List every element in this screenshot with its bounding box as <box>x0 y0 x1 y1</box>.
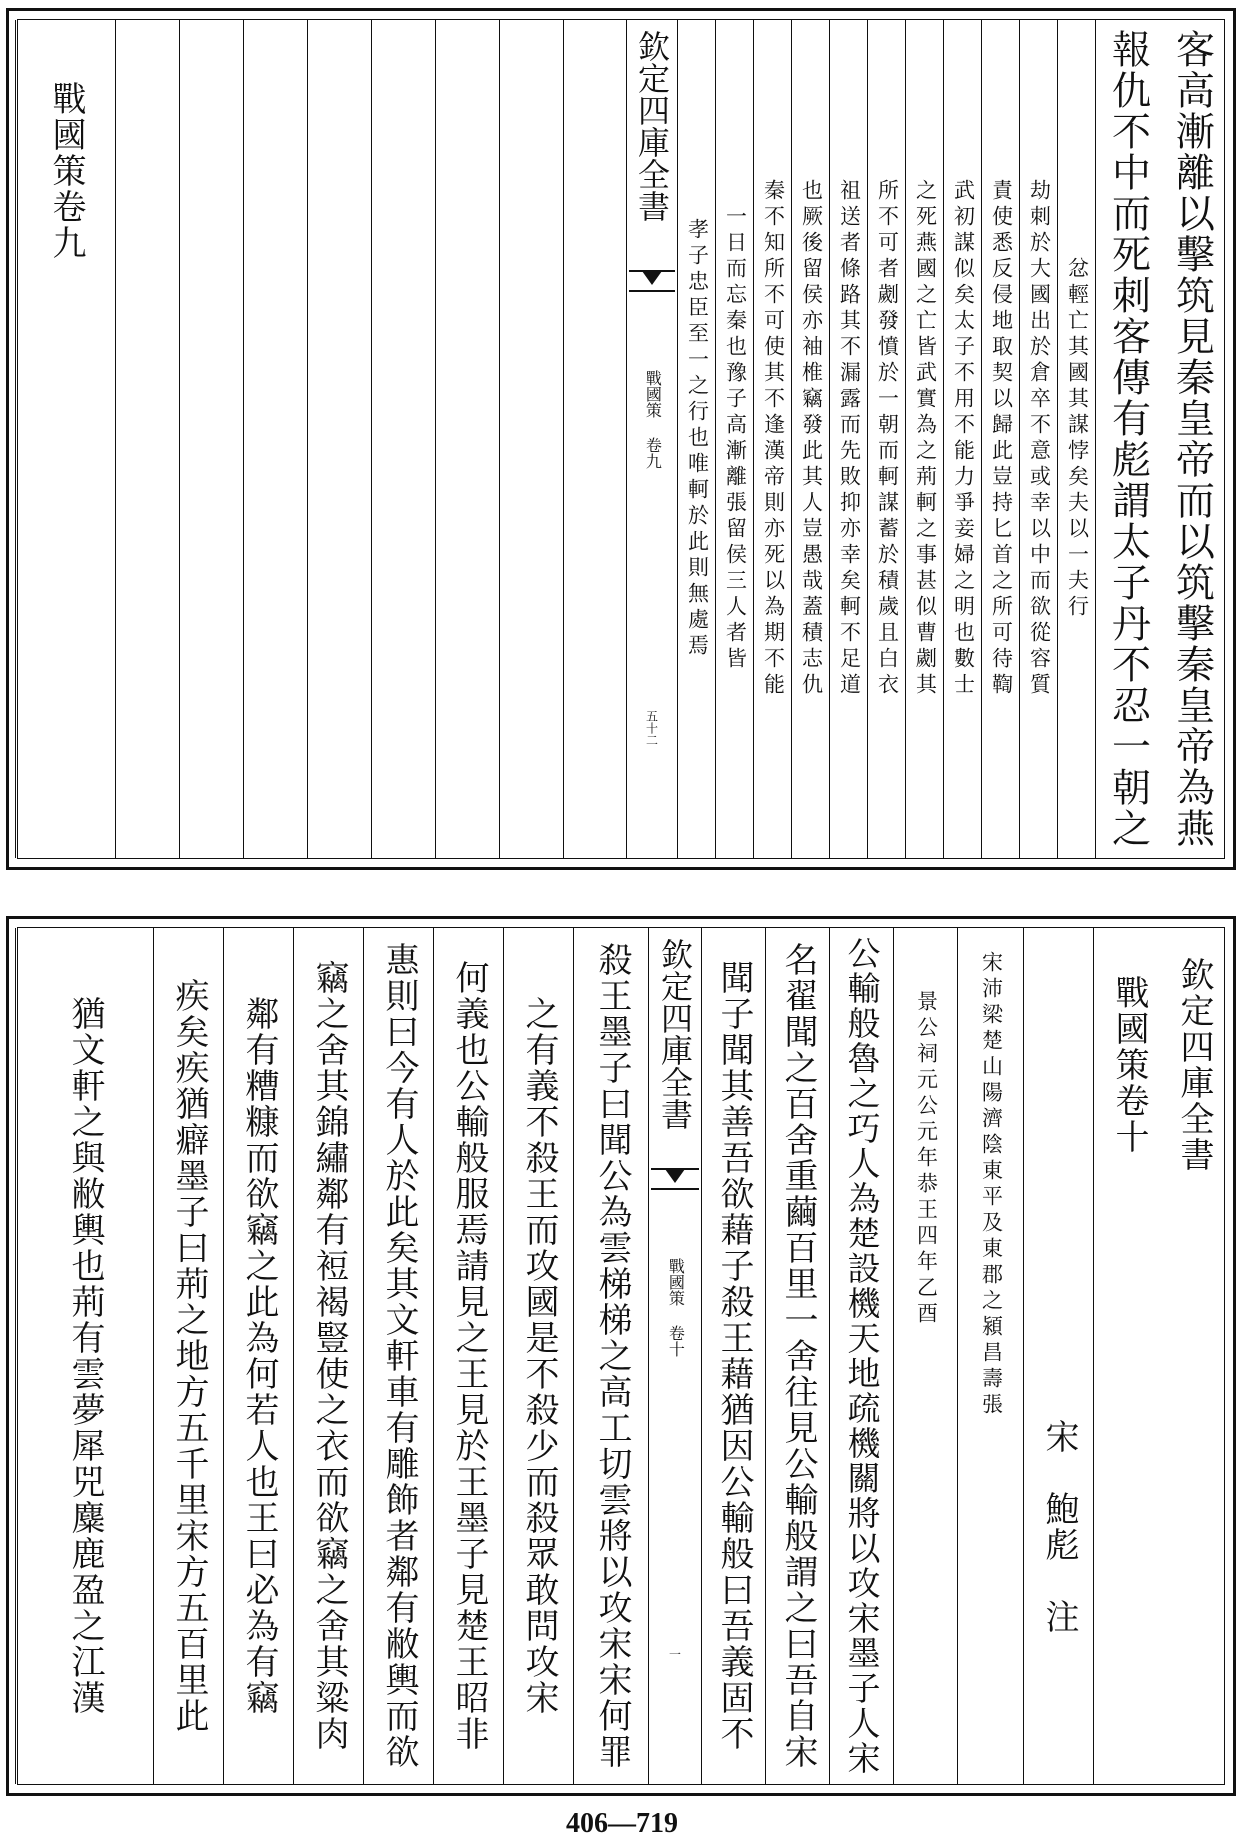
fold-page-number: 一 <box>667 1648 682 1660</box>
main-text: 之有義不殺王而攻國是不殺少而殺眾敢問攻宋 <box>519 996 559 1716</box>
empty-column <box>371 20 436 858</box>
text-column <box>1095 20 1160 858</box>
text-column <box>433 928 504 1784</box>
commentary-column <box>791 20 830 858</box>
bottom-page <box>6 916 1236 1796</box>
fold-title: 欽定四庫全書 <box>633 30 671 222</box>
empty-column <box>499 20 564 858</box>
main-text: 聞子聞其善吾欲藉子殺王藉猶因公輸般曰吾義固不 <box>714 960 754 1752</box>
state-note: 宋沛梁楚山陽濟陰東平及東郡之潁昌壽張 <box>979 950 1004 1419</box>
fishtail-mark <box>651 1168 699 1190</box>
empty-column <box>435 20 500 858</box>
text-column <box>573 928 650 1784</box>
fishtail-mark <box>629 270 675 292</box>
header-column <box>1164 928 1224 1784</box>
commentary-text: 祖送者條路其不漏露而先敗抑亦幸矣軻不足道 <box>837 179 862 699</box>
commentary-column <box>905 20 944 858</box>
main-text: 名翟聞之百舍重繭百里一舍往見公輸般謂之曰吾自宋 <box>778 942 818 1770</box>
fold-page-number: 五十二 <box>644 710 659 746</box>
main-text: 報仇不中而死刺客傳有彪謂太子丹不忍一朝之 <box>1105 29 1151 849</box>
main-text: 客高漸離以擊筑見秦皇帝而以筑擊秦皇帝為燕 <box>1169 29 1215 849</box>
ruler-column <box>893 928 958 1784</box>
commentary-text: 所不可者劌發憤於一朝而軻謀蓄於積歲且白衣 <box>875 179 900 699</box>
volume-title: 戰國策卷十 <box>1109 974 1149 1155</box>
book-title: 欽定四庫全書 <box>1174 956 1214 1173</box>
commentary-text: 也厥後留侯亦袖椎竊發此其人豈愚哉蓋積志仇 <box>799 179 824 699</box>
commentary-column <box>1057 20 1096 858</box>
commentary-text: 一日而忘秦也豫子高漸離張留侯三人者皆 <box>723 205 748 673</box>
empty-column <box>115 20 180 858</box>
annotator-line: 宋 鮑彪 注 <box>1039 1419 1079 1636</box>
top-page-frame <box>17 19 1225 859</box>
commentary-text: 劫刺於大國出於倉卒不意或幸以中而欲從容質 <box>1027 179 1052 699</box>
main-text: 鄰有糟糠而欲竊之此為何若人也王曰必為有竊 <box>239 996 279 1716</box>
commentary-column <box>943 20 982 858</box>
commentary-text: 孝子忠臣至一之行也唯軻於此則無處焉 <box>685 218 710 660</box>
empty-column <box>563 20 628 858</box>
fold-subtitle: 戰國策 卷十 <box>666 1258 686 1357</box>
text-column <box>765 928 830 1784</box>
commentary-text: 之死燕國之亡皆武實為之荊軻之事甚似曹劌其 <box>913 179 938 699</box>
main-text: 疾矣疾猶癖墨子曰荊之地方五千里宋方五百里此 <box>169 978 209 1734</box>
commentary-column <box>1019 20 1058 858</box>
main-text: 竊之舍其錦繡鄰有裋褐豎使之衣而欲竊之舍其粱肉 <box>309 960 349 1752</box>
commentary-text: 秦不知所不可使其不逢漢帝則亦死以為期不能 <box>761 179 786 699</box>
text-column <box>153 928 224 1784</box>
text-column <box>829 928 894 1784</box>
main-text: 殺王墨子曰聞公為雲梯梯之高工切雲將以攻宋宋何罪 <box>592 942 632 1770</box>
commentary-column <box>677 20 716 858</box>
text-column <box>223 928 294 1784</box>
page-number: 406—719 <box>566 1808 678 1839</box>
text-column <box>293 928 364 1784</box>
commentary-text: 責使悉反侵地取契以歸此豈持匕首之所可待鞫 <box>989 179 1014 699</box>
commentary-column <box>753 20 792 858</box>
commentary-column <box>715 20 754 858</box>
commentary-column <box>867 20 906 858</box>
commentary-text: 武初謀似矣太子不用不能力爭妾婦之明也數士 <box>951 179 976 699</box>
main-text: 何義也公輸般服焉請見之王見於王墨子見楚王昭非 <box>449 960 489 1752</box>
annotator-column <box>1023 928 1094 1784</box>
main-text: 惠則曰今有人於此矣其文軒車有雕飾者鄰有敝輿而欲 <box>379 942 419 1770</box>
empty-column <box>307 20 372 858</box>
main-text: 公輸般魯之巧人為楚設機天地疏機關將以攻宋墨子人宋 <box>842 936 882 1776</box>
volume-end-title: 戰國策卷九 <box>46 80 86 261</box>
empty-column <box>179 20 244 858</box>
volume-title-column <box>1093 928 1164 1784</box>
commentary-text: 忿輕亡其國其謀悖矣夫以一夫行 <box>1065 257 1090 621</box>
empty-column <box>243 20 308 858</box>
ruler-note: 景公祠元公元年恭王四年乙酉 <box>914 990 939 1329</box>
volume-end-column <box>15 20 116 858</box>
main-text: 猶文軒之與敝輿也荊有雲夢犀兕麋鹿盈之江漢 <box>65 996 105 1716</box>
fold-column <box>626 20 678 858</box>
state-column <box>957 928 1024 1784</box>
fold-subtitle: 戰國策 卷九 <box>643 370 663 469</box>
bottom-page-columns <box>18 928 1224 1784</box>
text-column <box>15 928 154 1784</box>
fold-title: 欽定四庫全書 <box>656 938 694 1130</box>
text-column <box>1160 20 1224 858</box>
text-column <box>503 928 574 1784</box>
bottom-page-frame <box>17 927 1225 1785</box>
top-page <box>6 8 1236 870</box>
top-page-columns <box>18 20 1224 858</box>
commentary-column <box>981 20 1020 858</box>
fold-column <box>648 928 702 1784</box>
text-column <box>701 928 766 1784</box>
text-column <box>363 928 434 1784</box>
commentary-column <box>829 20 868 858</box>
